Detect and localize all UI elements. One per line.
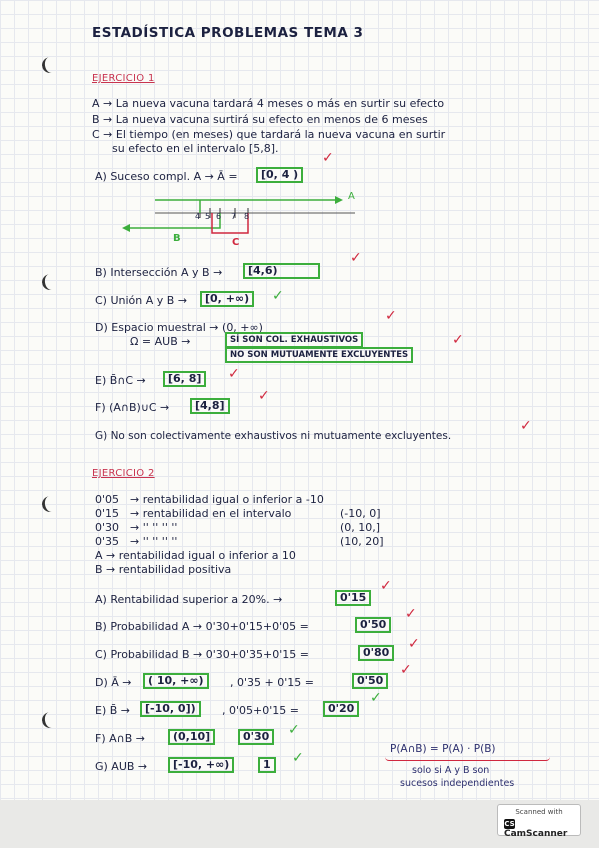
ej1-a-label: A) Suceso compl. A → Ā =	[95, 170, 238, 183]
check-mark: ✓	[408, 636, 420, 652]
axis-label-c: C	[232, 237, 240, 248]
check-mark: ✓	[228, 366, 240, 382]
ej1-def-c: C → El tiempo (en meses) que tardará la nueva vacuna en surtir	[92, 128, 446, 141]
arrow-a-head	[335, 196, 343, 204]
ej1-b-label: B) Intersección A y B →	[95, 266, 223, 279]
ej2-d-label: D) Ā →	[95, 676, 132, 689]
ej1-c-label: C) Unión A y B →	[95, 294, 188, 307]
ej1-def-b: B → La nueva vacuna surtirá su efecto en menos de 6 meses	[92, 113, 428, 126]
check-mark: ✓	[292, 750, 304, 766]
page-title: ESTADÍSTICA PROBLEMAS TEMA 3	[92, 25, 364, 41]
ej2-e-mid: , 0'05+0'15 =	[222, 704, 299, 717]
ej2-row-prob: 0'30	[95, 521, 120, 534]
ej1-c-answer: [0, +∞)	[200, 291, 254, 307]
check-mark: ✓	[400, 662, 412, 678]
ej2-g-label: G) AUB →	[95, 760, 148, 773]
check-mark: ✓	[520, 418, 532, 434]
watermark-brand: CamScanner	[504, 829, 568, 839]
side-note-underline	[385, 757, 550, 761]
check-mark: ✓	[350, 250, 362, 266]
ej1-a-answer: [0, 4 )	[256, 167, 303, 183]
tick-label-5: 5	[205, 212, 211, 221]
check-mark: ✓	[322, 150, 334, 166]
check-mark: ✓	[258, 388, 270, 404]
ej2-f-label: F) A∩B →	[95, 732, 145, 745]
ej2-b-label: B) Probabilidad A → 0'30+0'15+0'05 =	[95, 620, 309, 633]
check-mark: ✓	[385, 308, 397, 324]
tick-label-6: 6	[216, 212, 222, 221]
ej2-row-desc: → rentabilidad en el intervalo	[130, 507, 292, 520]
exercise-1-heading: EJERCICIO 1	[92, 73, 155, 84]
ej2-row-interval: (-10, 0]	[340, 507, 381, 520]
ej2-g-answer-2: 1	[258, 757, 276, 773]
ej1-d-label: D) Espacio muestral → (0, +∞)	[95, 321, 263, 334]
ej1-f-label: F) (A∩B)∪C →	[95, 401, 170, 414]
ej2-e-label: E) B̄ →	[95, 704, 130, 717]
ej2-row-desc: → '' '' '' ''	[130, 521, 178, 534]
watermark-caption: Scanned with	[515, 808, 563, 816]
ej1-def-a: A → La nueva vacuna tardará 4 meses o más en surtir su efecto	[92, 97, 445, 110]
tick-label-4: 4	[195, 212, 201, 221]
ej2-b-answer: 0'50	[355, 617, 391, 633]
ej2-row-prob: 0'05	[95, 493, 120, 506]
ej1-def-c-cont: su efecto en el intervalo [5,8].	[112, 142, 279, 155]
ej2-def-a: A → rentabilidad igual o inferior a 10	[95, 549, 296, 562]
exercise-2-heading: EJERCICIO 2	[92, 468, 155, 479]
ej1-b-answer: [4,6)	[243, 263, 320, 279]
tick-label-7: 7	[231, 212, 237, 221]
ej2-row-prob: 0'15	[95, 507, 120, 520]
check-mark: ✓	[288, 722, 300, 738]
ej2-row-desc: → rentabilidad igual o inferior a -10	[130, 493, 324, 506]
ej1-d-answer-1: SÍ SON COL. EXHAUSTIVOS	[225, 332, 363, 348]
ej2-row-desc: → '' '' '' ''	[130, 535, 178, 548]
ej2-e-answer-2: 0'20	[323, 701, 359, 717]
side-note-line-2: solo si A y B son	[412, 765, 490, 776]
ej2-def-b: B → rentabilidad positiva	[95, 563, 232, 576]
ej2-row-interval: (0, 10,]	[340, 521, 381, 534]
camscanner-watermark	[497, 804, 581, 839]
axis-label-b: B	[173, 233, 181, 244]
ej1-e-label: E) B̄∩C →	[95, 374, 146, 387]
ej2-row-prob: 0'35	[95, 535, 120, 548]
ej2-f-answer-1: (0,10]	[168, 729, 215, 745]
ej2-a-label: A) Rentabilidad superior a 20%. →	[95, 593, 283, 606]
tick-label-8: 8	[244, 212, 250, 221]
side-note-line-3: sucesos independientes	[400, 778, 515, 789]
number-line-diagram	[120, 185, 360, 250]
side-note-formula: P(A∩B) = P(A) · P(B)	[390, 743, 496, 755]
ej2-a-answer: 0'15	[335, 590, 371, 606]
ej2-row-interval: (10, 20]	[340, 535, 384, 548]
camscanner-logo-icon: CS	[504, 820, 515, 828]
ej2-d-answer-2: 0'50	[352, 673, 388, 689]
ej1-f-answer: [4,8]	[190, 398, 230, 414]
check-mark: ✓	[380, 578, 392, 594]
arrow-b-head	[122, 224, 130, 232]
ej2-e-answer-1: [-10, 0])	[140, 701, 201, 717]
ej2-f-answer-2: 0'30	[238, 729, 274, 745]
ej2-c-answer: 0'80	[358, 645, 394, 661]
ej2-g-answer-1: [-10, +∞)	[168, 757, 234, 773]
ej2-d-answer-1: ( 10, +∞)	[143, 673, 209, 689]
check-mark: ✓	[405, 606, 417, 622]
check-mark: ✓	[272, 288, 284, 304]
ej2-d-mid: , 0'35 + 0'15 =	[230, 676, 314, 689]
ej1-e-answer: [6, 8]	[163, 371, 206, 387]
ej2-c-label: C) Probabilidad B → 0'30+0'35+0'15 =	[95, 648, 309, 661]
ej1-d-omega: Ω = AUB →	[130, 335, 191, 348]
check-mark: ✓	[370, 690, 382, 706]
axis-label-a: A	[348, 191, 355, 202]
check-mark: ✓	[452, 332, 464, 348]
ej1-g-answer: G) No son colectivamente exhaustivos ni mutuamente excluyentes.	[95, 430, 452, 442]
ej1-d-answer-2: NO SON MUTUAMENTE EXCLUYENTES	[225, 347, 413, 363]
